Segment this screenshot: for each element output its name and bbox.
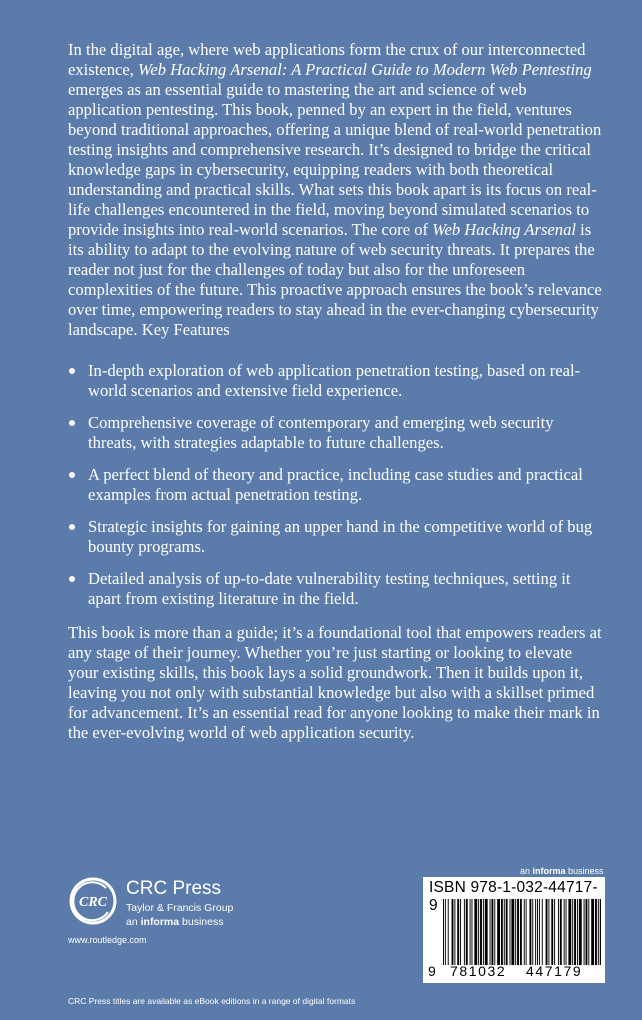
barcode-bar [560, 899, 562, 965]
barcode-bar [511, 899, 514, 965]
barcode-bar [532, 899, 533, 965]
barcode-bar [566, 899, 567, 965]
book-short-title-italic: Web Hacking Arsenal [432, 220, 576, 239]
barcode-bar [600, 899, 601, 965]
crc-logo-icon [68, 876, 118, 926]
informa-suffix: business [565, 866, 604, 876]
barcode-bar [548, 899, 549, 965]
ebook-note: CRC Press titles are available as eBook editions in a range of digital formats [68, 996, 356, 1006]
intro-paragraph [68, 40, 604, 340]
barcode-digit-first: 9 [428, 963, 436, 979]
barcode-bar [586, 899, 588, 965]
barcode-bar [591, 899, 594, 965]
barcode-bar [568, 899, 571, 965]
barcode-bar [480, 899, 482, 965]
barcode-bar [443, 899, 444, 965]
barcode-bar [478, 899, 479, 965]
informa-prefix: an [126, 916, 141, 928]
feature-item [68, 413, 604, 453]
barcode-icon [443, 899, 601, 965]
barcode-bar [501, 899, 503, 965]
informa-prefix: an [520, 866, 533, 876]
informa-bold: informa [532, 866, 566, 876]
feature-item [68, 361, 604, 401]
barcode-bar [474, 899, 477, 965]
barcode-bar [506, 899, 508, 965]
barcode-bar [535, 899, 536, 965]
barcode-bar [466, 899, 468, 965]
closing-paragraph: This book is more than a guide; it’s a foundational tool that empowers readers at any stage of their journey. Whether you’re just starting or looking to elevate your existing skills, this book lays a solid groundwork. Then it builds upon it, leaving you not only with substantial knowledge but also with a skillset primed for advancement. It’s an essential read for anyone looking to make their mark in the ever-evolving world of web application security. [68, 623, 602, 742]
feature-text: Comprehensive coverage of contemporary and emerging web security threats, with strategies adaptable to future challenges. [88, 413, 554, 452]
barcode-bar [485, 899, 488, 965]
key-features-list [68, 361, 604, 609]
barcode-bar [510, 899, 511, 965]
feature-item [68, 569, 604, 609]
barcode-bar [588, 899, 589, 965]
barcode-bar [448, 899, 449, 965]
intro-text-2: emerges as an essential guide to mastering the art and science of web application pentesting. This book, penned by an expert in the field, ventures beyond traditional approaches, offering a unique blend of real-world penetration testing insights and comprehensive research. It’s designed to bridge the critical knowledge gaps in cybersecurity, equipping readers with both theoretical understanding and practical skills. What sets this book apart is its focus on real-life challenges encountered in the field, moving beyond simulated scenarios to provide insights into real-world scenarios. The core of [68, 80, 602, 239]
publisher-name: CRC Press [126, 878, 222, 899]
barcode-bar [454, 899, 455, 965]
barcode-bar [546, 899, 548, 965]
barcode-bar [564, 899, 565, 965]
barcode-bar [537, 899, 538, 965]
barcode-bar [494, 899, 495, 965]
bullet-icon [69, 576, 75, 582]
barcode-bar [483, 899, 484, 965]
barcode-bar [472, 899, 473, 965]
feature-text: Strategic insights for gaining an upper hand in the competitive world of bug bounty programs. [88, 517, 593, 556]
publisher-url: www.routledge.com [68, 935, 147, 945]
informa-bold: informa [140, 916, 180, 928]
intro-text-3: is its ability to adapt to the evolving nature of web security threats. It prepares the reader not just for the challenges of today but also for the unforeseen complexities of the future. This proactive approach ensures the book’s relevance over time, empowering readers to stay ahead in the ever-changing cybersecurity landscape. Key Features [68, 220, 602, 339]
barcode-bar [490, 899, 491, 965]
barcode-bar [470, 899, 471, 965]
barcode-bar [542, 899, 543, 965]
publisher-informa [126, 916, 223, 928]
bullet-icon [69, 420, 75, 426]
barcode-bar [539, 899, 540, 965]
barcode-bar [579, 899, 582, 965]
feature-item [68, 465, 604, 505]
barcode-bar [504, 899, 505, 965]
barcode-bar [445, 899, 446, 965]
informa-business-tag [520, 866, 604, 876]
barcode-bar [526, 899, 527, 965]
barcode-bar [520, 899, 522, 965]
bullet-icon [69, 524, 75, 530]
book-title-italic: Web Hacking Arsenal: A Practical Guide to Modern Web Pentesting [138, 60, 592, 79]
barcode-bar [551, 899, 553, 965]
isbn-barcode-box [423, 877, 605, 983]
barcode-bar [517, 899, 519, 965]
barcode-bar [497, 899, 500, 965]
barcode-digit-group-2: 447179 [526, 963, 583, 979]
feature-item [68, 517, 604, 557]
barcode-bar [558, 899, 559, 965]
barcode-bar [529, 899, 531, 965]
informa-suffix: business [179, 916, 224, 928]
barcode-bar [515, 899, 516, 965]
barcode-bar [572, 899, 573, 965]
barcode-bar [452, 899, 454, 965]
feature-text: A perfect blend of theory and practice, including case studies and practical examples from actual penetration testing. [88, 465, 583, 504]
barcode-bar [524, 899, 525, 965]
crc-logo-text: CRC [78, 895, 108, 910]
barcode-bar [595, 899, 597, 965]
intro-text-1: In the digital age, where web applications form the crux of our interconnected existence, [68, 40, 586, 79]
feature-text: In-depth exploration of web application penetration testing, based on real-world scenarios and extensive field experience. [88, 361, 581, 400]
barcode-bar [598, 899, 599, 965]
bullet-icon [69, 472, 75, 478]
barcode-bar [460, 899, 461, 965]
barcode-bar [464, 899, 465, 965]
feature-text: Detailed analysis of up-to-date vulnerability testing techniques, setting it apart from existing literature in the field. [88, 569, 571, 608]
barcode-bar [584, 899, 585, 965]
barcode-bar [491, 899, 493, 965]
barcode-bar [554, 899, 555, 965]
barcode-bar [577, 899, 578, 965]
isbn-label: ISBN 978-1-032-44717-9 [429, 879, 598, 914]
publisher-group: Taylor & Francis Group [126, 902, 234, 914]
barcode-digit-group-1: 781032 [450, 963, 507, 979]
description-block [68, 40, 604, 743]
barcode-bar [457, 899, 459, 965]
barcode-bar [574, 899, 576, 965]
bullet-icon [69, 368, 75, 374]
